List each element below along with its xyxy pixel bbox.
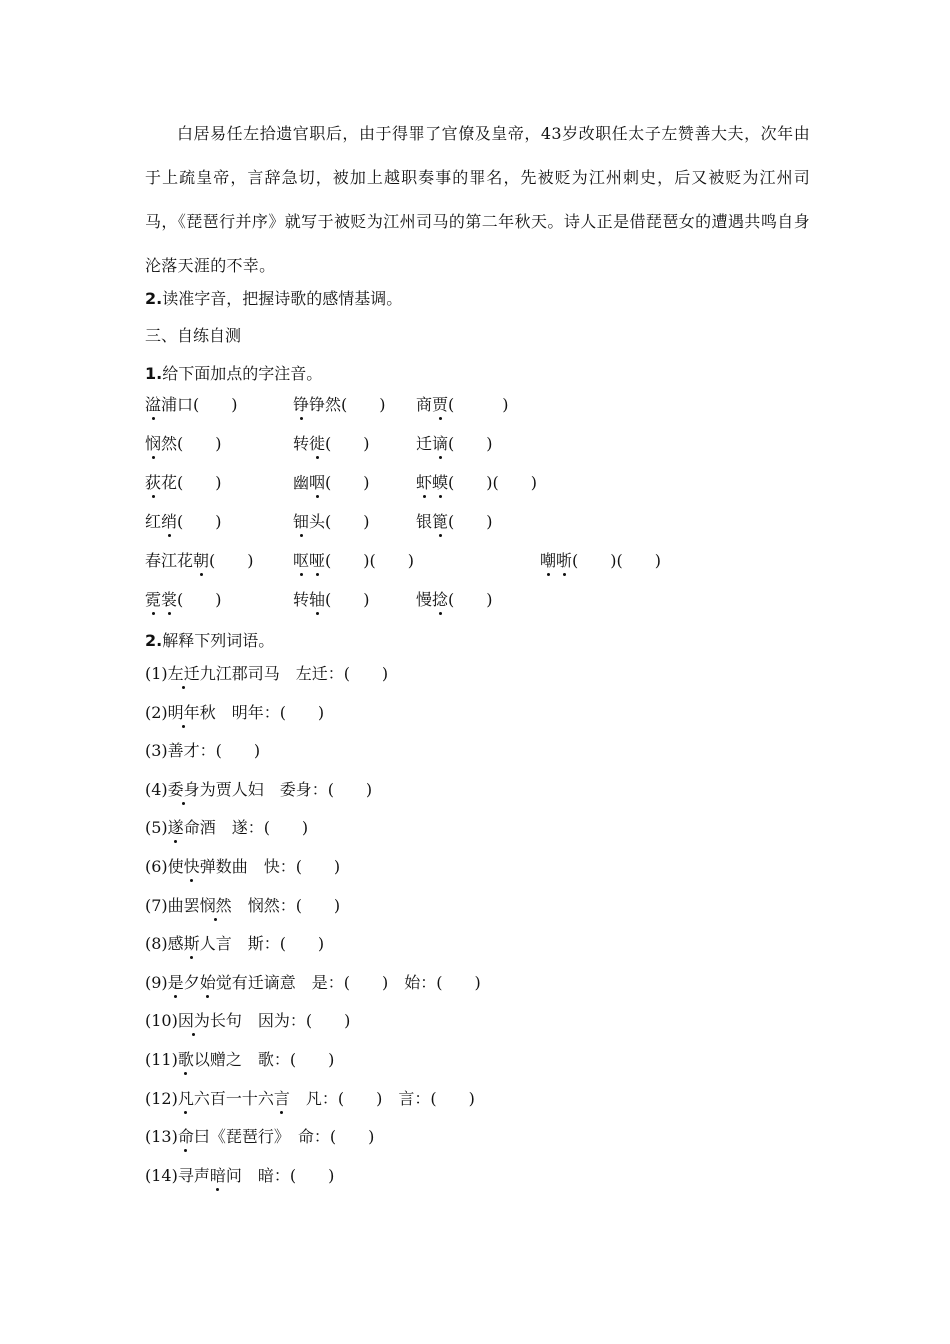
text-part: ( ) <box>325 590 370 609</box>
pinyin-item <box>293 509 370 532</box>
section-3-heading: 三、自练自测 <box>145 326 242 345</box>
text-part: (12) <box>145 1088 178 1108</box>
dotted-char: 贾 <box>432 395 449 414</box>
text-part: (9) <box>145 972 168 992</box>
text-part: 命酒 遂：( ) <box>183 818 309 838</box>
pinyin-item <box>416 470 537 493</box>
item-2-text: 读准字音，把握诗歌的感情基调。 <box>162 289 403 308</box>
text-part: ( ) <box>448 434 493 453</box>
dotted-char: 呕 <box>293 551 310 570</box>
vocab-item <box>145 661 388 684</box>
text-part: (14)寻声 <box>145 1165 210 1185</box>
text-part: 幽 <box>293 473 310 492</box>
question-2-number: 2. <box>145 631 163 650</box>
text-part: 凡：( ) 言：( ) <box>289 1088 475 1108</box>
text-part: 觉有迁谪意 是：( ) 始：( ) <box>215 972 481 992</box>
pinyin-item <box>145 431 222 454</box>
dotted-char: 嘲 <box>540 551 557 570</box>
text-part: 长句 因为：( ) <box>209 1011 351 1031</box>
vocab-item <box>145 893 340 916</box>
text-part: (7)曲罢 <box>145 895 200 915</box>
question-1-text: 给下面加点的字注音。 <box>162 364 323 383</box>
text-part: 为贾人妇 委身：( ) <box>199 779 373 799</box>
vocab-item <box>145 738 260 761</box>
dotted-char: 因为 <box>177 1011 210 1031</box>
dotted-char: 徙 <box>309 434 326 453</box>
text-part: 悯然：( ) <box>231 895 341 915</box>
pinyin-item <box>293 431 370 454</box>
vocab-item <box>145 970 481 993</box>
dotted-char: 铮 <box>293 395 310 414</box>
text-part: ( ) <box>325 473 370 492</box>
text-part: 人言 斯：( ) <box>199 934 325 954</box>
pinyin-item <box>293 392 386 415</box>
text-part: (6)使 <box>145 857 184 876</box>
dotted-char: 蟆 <box>432 473 449 492</box>
vocab-item <box>145 931 324 954</box>
text-part: ( )( ) <box>572 551 662 570</box>
text-part: ( )( ) <box>325 551 415 570</box>
dotted-char: 绡 <box>161 512 178 531</box>
pinyin-item <box>145 392 238 415</box>
dotted-char: 快 <box>183 857 200 876</box>
dotted-char: 凡 <box>177 1088 194 1108</box>
pinyin-item <box>145 587 222 610</box>
text-part: 银 <box>416 512 433 531</box>
pinyin-item <box>145 548 254 571</box>
text-part: 以赠之 歌：( ) <box>193 1050 335 1069</box>
text-part: 花( ) <box>161 473 222 492</box>
vocab-item <box>145 815 308 838</box>
text-part: 商 <box>416 395 433 414</box>
text-part: ( ) <box>209 551 254 570</box>
dotted-char: 命 <box>177 1127 194 1147</box>
vocab-item <box>145 1047 334 1070</box>
text-part: 然( ) <box>161 434 222 453</box>
text-part: (10) <box>145 1011 178 1031</box>
dotted-char: 哑 <box>309 551 326 570</box>
dotted-char: 悯然 <box>199 895 232 915</box>
dotted-char: 歌 <box>177 1050 194 1069</box>
dotted-char: 篦 <box>432 512 449 531</box>
text-part: 九江郡司马 左迁：( ) <box>199 664 389 683</box>
pinyin-item <box>293 548 414 571</box>
dotted-char: 始 <box>199 972 216 992</box>
item-2 <box>145 286 402 309</box>
text-part: 头( ) <box>309 512 370 531</box>
dotted-char: 湓 <box>145 395 162 414</box>
text-part: ( ) <box>448 512 493 531</box>
dotted-char: 明年 <box>167 702 200 722</box>
text-part: (5) <box>145 818 168 838</box>
question-2-text: 解释下列词语。 <box>162 631 275 650</box>
text-part: 转 <box>293 590 310 609</box>
text-part: (4) <box>145 779 168 799</box>
dotted-char: 左迁 <box>167 664 200 683</box>
dotted-char: 遂 <box>167 818 184 838</box>
dotted-char: 轴 <box>309 590 326 609</box>
text-part: ( ) <box>448 590 493 609</box>
vocab-item <box>145 700 324 723</box>
dotted-char: 裳 <box>161 590 178 609</box>
text-part: (1) <box>145 664 168 683</box>
text-part: 弹数曲 快：( ) <box>199 857 341 876</box>
dotted-char: 咽 <box>309 473 326 492</box>
pinyin-item <box>293 470 370 493</box>
dotted-char: 霓 <box>145 590 162 609</box>
pinyin-item <box>145 509 222 532</box>
vocab-item <box>145 1124 374 1147</box>
dotted-char: 朝 <box>193 551 210 570</box>
text-part: 曰《琵琶行》 命：( ) <box>193 1127 375 1147</box>
pinyin-item <box>540 548 661 571</box>
text-part: 春江花 <box>145 551 194 570</box>
dotted-char: 是 <box>167 972 184 992</box>
question-2 <box>145 628 274 651</box>
vocab-item <box>145 1163 334 1186</box>
item-2-number: 2. <box>145 289 163 308</box>
pinyin-item <box>416 509 493 532</box>
vocab-item <box>145 1008 350 1031</box>
text-part: 迁 <box>416 434 433 453</box>
text-part: (11) <box>145 1050 178 1069</box>
text-part: 浦口( ) <box>161 395 238 414</box>
text-part: (8)感 <box>145 934 184 954</box>
text-part: 夕 <box>183 972 200 992</box>
text-part: 问 暗：( ) <box>225 1165 335 1185</box>
dotted-char: 悯 <box>145 434 162 453</box>
dotted-char: 斯 <box>183 934 200 954</box>
text-part: ( )( ) <box>448 473 538 492</box>
pinyin-item <box>416 431 493 454</box>
text-part: ( ) <box>177 590 222 609</box>
dotted-char: 暗 <box>209 1165 226 1185</box>
vocab-item <box>145 854 340 877</box>
text-part: (3)善才：( ) <box>145 741 261 761</box>
text-part: 六百一十六 <box>193 1088 274 1108</box>
pinyin-item <box>293 587 370 610</box>
text-part: 转 <box>293 434 310 453</box>
dotted-char: 荻 <box>145 473 162 492</box>
pinyin-item <box>416 587 493 610</box>
dotted-char: 言 <box>273 1088 290 1108</box>
question-1 <box>145 361 322 384</box>
text-part: ( ) <box>448 395 509 414</box>
dotted-char: 钿 <box>293 512 310 531</box>
text-part: ( ) <box>325 434 370 453</box>
vocab-item <box>145 777 372 800</box>
question-1-number: 1. <box>145 364 163 383</box>
text-part: 秋 明年：( ) <box>199 702 325 722</box>
text-part: 铮然( ) <box>309 395 386 414</box>
text-part: (2) <box>145 702 168 722</box>
dotted-char: 哳 <box>556 551 573 570</box>
pinyin-item <box>416 392 509 415</box>
dotted-char: 谪 <box>432 434 449 453</box>
dotted-char: 委身 <box>167 779 200 799</box>
vocab-item <box>145 1086 475 1109</box>
text-part: 红 <box>145 512 162 531</box>
text-part: 慢 <box>416 590 433 609</box>
pinyin-item <box>145 470 222 493</box>
dotted-char: 捻 <box>432 590 449 609</box>
text-part: ( ) <box>177 512 222 531</box>
intro-paragraph: 白居易任左拾遗官职后，由于得罪了官僚及皇帝，43岁改职任太子左赞善大夫，次年由于上疏皇帝，言辞急切，被加上越职奏事的罪名，先被贬为江州刺史，后又被贬为江州司马，《琵琶行并序》就写于被贬为江州司马的第二年秋天。诗人正是借琵琶女的遭遇共鸣自身沦落天涯的不幸。 <box>145 124 810 275</box>
dotted-char: 虾 <box>416 473 433 492</box>
text-part: (13) <box>145 1127 178 1147</box>
